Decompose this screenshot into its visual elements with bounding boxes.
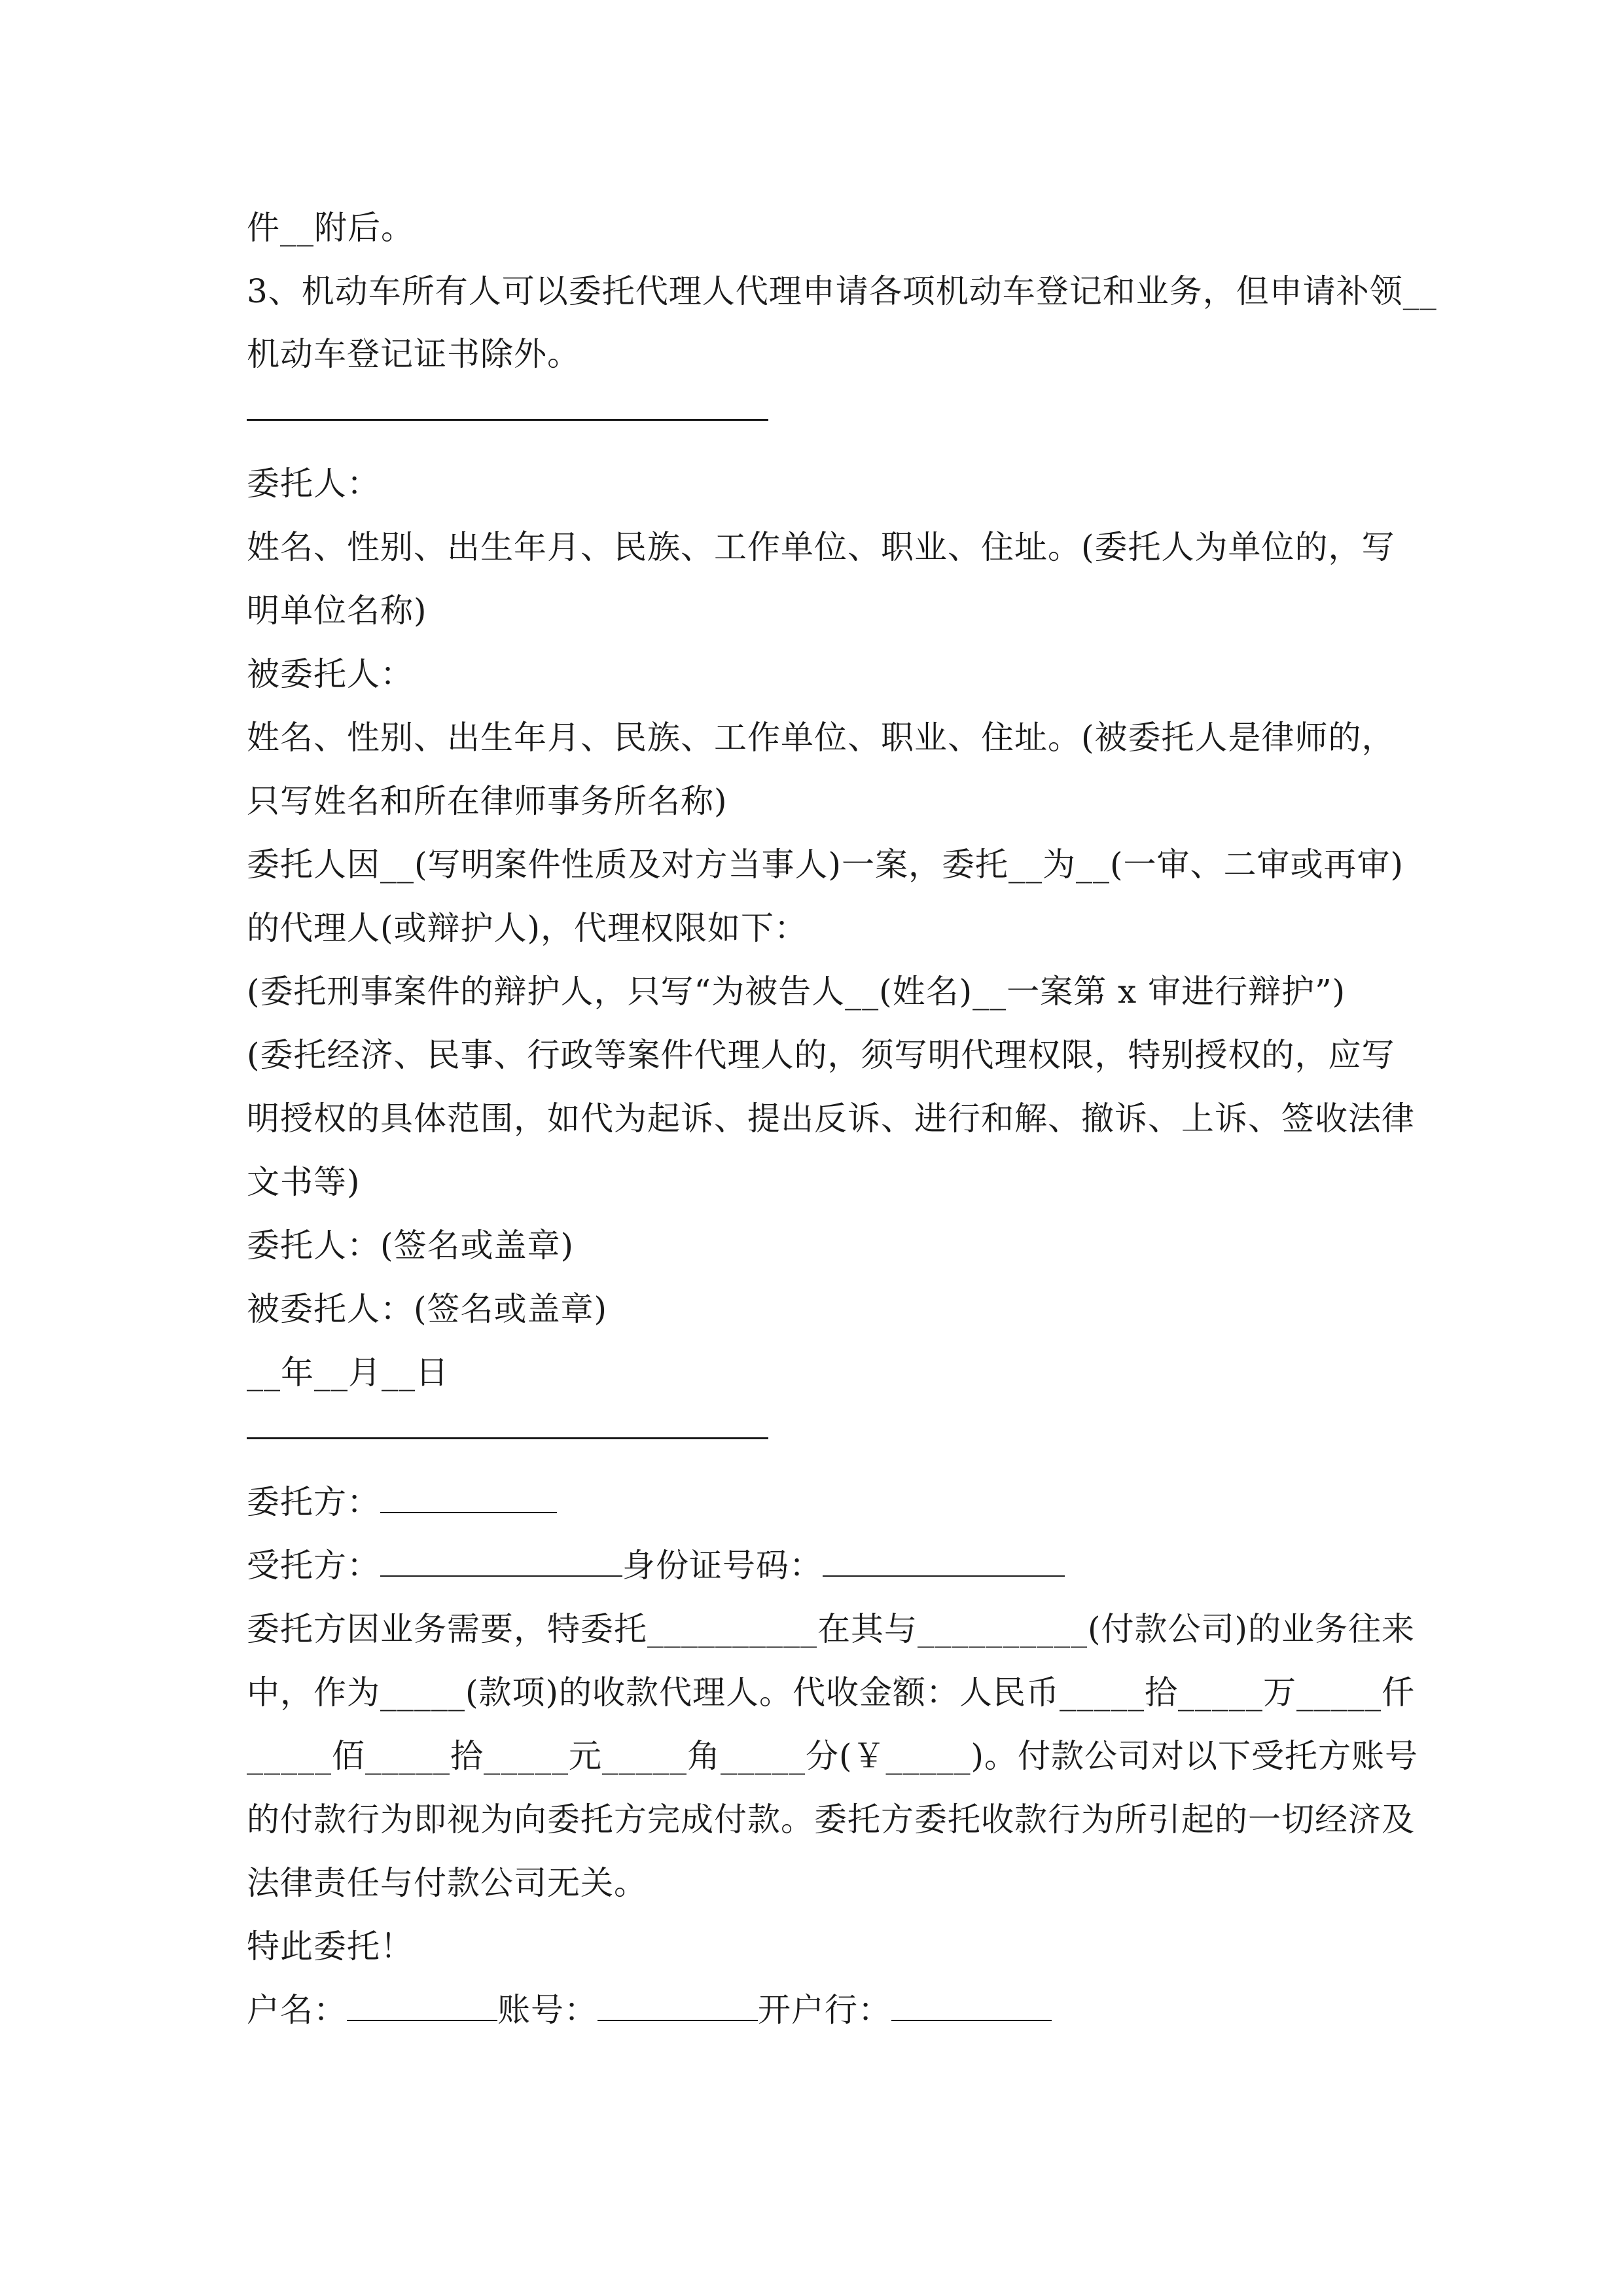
id-number-blank[interactable] (823, 1547, 1065, 1577)
text-line: 姓名、性别、出生年月、民族、工作单位、职业、住址。(委托人为单位的，写 (247, 528, 1395, 566)
entrusted-party-row (247, 1546, 1065, 1585)
closing-line: 特此委托！ (247, 1928, 414, 1965)
date-line: __年__月__日 (247, 1354, 449, 1391)
section-divider (247, 1437, 768, 1439)
account-number-blank[interactable] (597, 1991, 758, 2021)
text-line: 件__附后。 (247, 209, 414, 247)
bank-label: 开户行： (758, 1991, 891, 2029)
text-line: 被委托人：(签名或盖章) (247, 1290, 608, 1328)
text-line: (委托刑事案件的辩护人，只写“为被告人__(姓名)__一案第 x 审进行辩护”) (247, 973, 1346, 1011)
text-line: 被委托人： (247, 655, 414, 693)
text-line: 的代理人(或辩护人)，代理权限如下： (247, 909, 808, 947)
text-line: 明授权的具体范围，如代为起诉、提出反诉、进行和解、撤诉、上诉、签收法律 (247, 1100, 1415, 1138)
section-divider (247, 419, 768, 421)
account-row (247, 1990, 1052, 2030)
id-number-label: 身份证号码： (622, 1547, 823, 1585)
text-line: (委托经济、民事、行政等案件代理人的，须写明代理权限，特别授权的，应写 (247, 1036, 1395, 1074)
text-line: 法律责任与付款公司无关。 (247, 1864, 647, 1902)
text-line: _____佰_____拾_____元_____角_____分(￥_____)。付款公司对以下受托方账号 (247, 1737, 1419, 1775)
text-line: 3、机动车所有人可以委托代理人代理申请各项机动车登记和业务，但申请补领__ (247, 272, 1437, 310)
text-line: 只写姓名和所在律师事务所名称) (247, 782, 728, 820)
account-name-label: 户名： (247, 1991, 347, 2029)
bank-blank[interactable] (891, 1991, 1052, 2021)
text-line: 委托人：(签名或盖章) (247, 1227, 575, 1265)
text-line: 姓名、性别、出生年月、民族、工作单位、职业、住址。(被委托人是律师的， (247, 719, 1395, 757)
text-line: 委托人因__(写明案件性质及对方当事人)一案，委托__为__(一审、二审或再审) (247, 846, 1404, 884)
text-line: 文书等) (247, 1163, 361, 1201)
entrusting-party-row (247, 1482, 557, 1522)
text-line: 明单位名称) (247, 592, 427, 630)
text-line: 中，作为_____(款项)的收款代理人。代收金额：人民币_____拾_____万_____仟 (247, 1674, 1416, 1712)
entrusted-party-blank[interactable] (380, 1547, 622, 1577)
account-number-label: 账号： (497, 1991, 597, 2029)
entrusting-party-label: 委托方： (247, 1483, 380, 1521)
account-name-blank[interactable] (347, 1991, 497, 2021)
entrusted-party-label: 受托方： (247, 1547, 380, 1585)
text-line: 的付款行为即视为向委托方完成付款。委托方委托收款行为所引起的一切经济及 (247, 1801, 1415, 1839)
text-line: 委托方因业务需要，特委托__________在其与__________(付款公司)的业务往来 (247, 1610, 1416, 1648)
text-line: 机动车登记证书除外。 (247, 335, 580, 373)
entrusting-party-blank[interactable] (380, 1483, 557, 1513)
text-line: 委托人： (247, 465, 380, 503)
